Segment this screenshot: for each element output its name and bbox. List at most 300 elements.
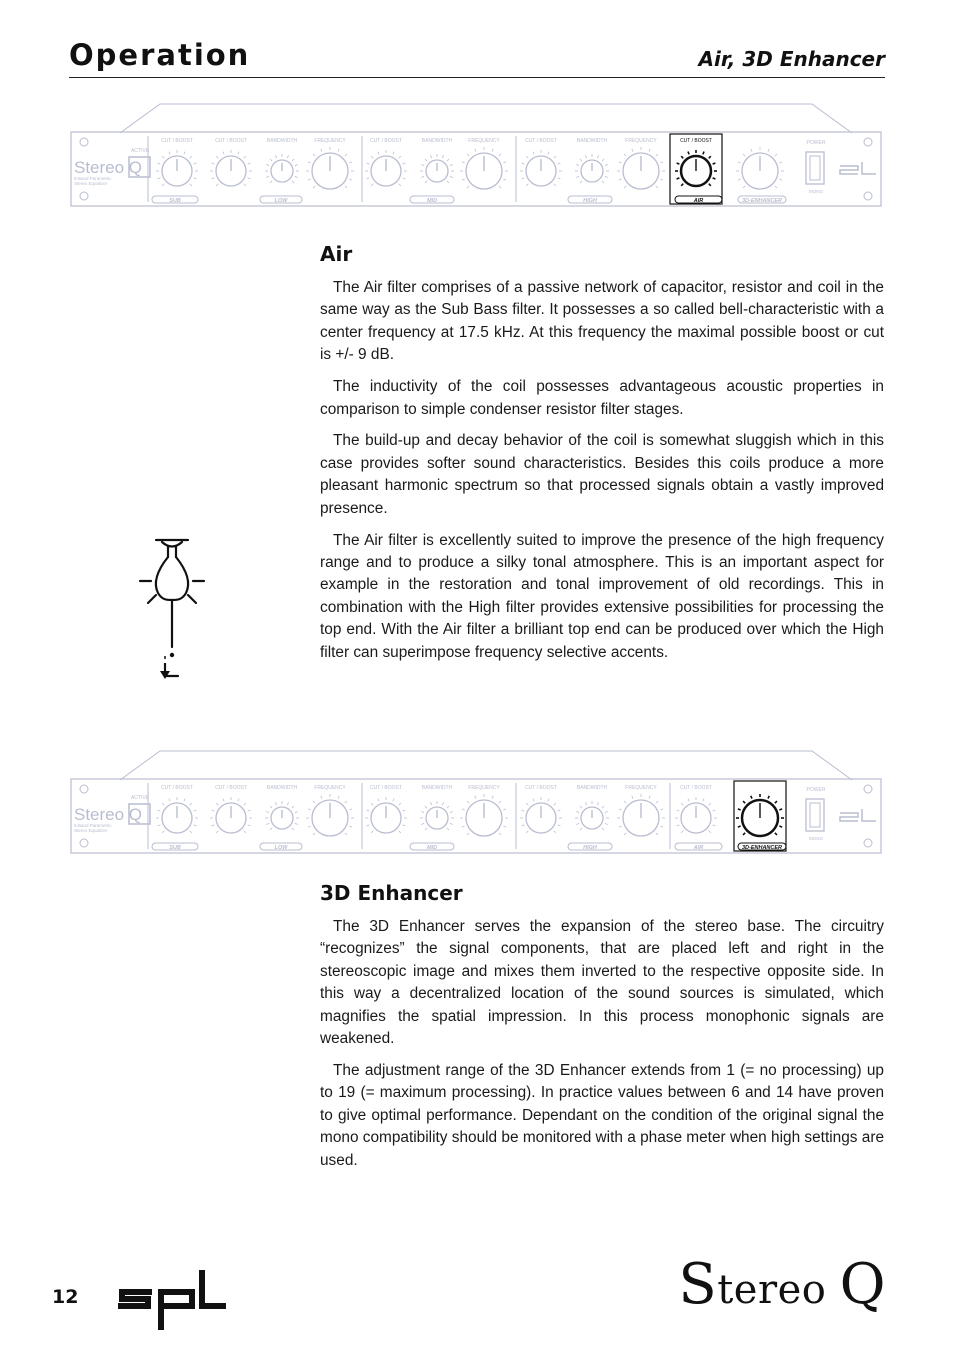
knob-tick [345,801,347,803]
knob-tick [554,156,556,158]
knob-tick [576,823,579,824]
knob-label: BANDWIDTH [576,138,608,144]
knob-label: FREQUENCY [625,138,657,144]
knob-tick [244,831,246,833]
knob-tick [499,801,501,803]
knob-tick [248,825,251,826]
knob-tick [349,162,352,163]
knob-tick [393,152,394,155]
knob-tick [585,802,586,805]
knob-tick [475,149,476,152]
knob-tick [425,806,427,808]
knob-tick [743,154,745,156]
knob-tick [194,825,197,826]
knob-tick [503,162,506,163]
knob-tick [580,828,582,830]
knob-tick [194,178,197,179]
knob-tick [450,164,453,165]
knob-tick [605,164,608,165]
knob-tick [656,801,658,803]
air-text [320,277,884,674]
knob-tick [447,159,449,161]
knob-tick [447,806,449,808]
air-heading: Air [320,242,353,266]
knob-tick [399,803,401,805]
knob-tick [287,802,288,805]
knob-tick [554,184,556,186]
band-label: AIR [693,198,704,204]
knob-label: CUT / BOOST [370,785,402,791]
knob-tick [554,831,556,833]
knob-tick [526,156,528,158]
knob-tick [624,801,626,803]
knob-tick [467,801,469,803]
knob-tick [399,831,401,833]
knob-tick [270,828,272,830]
knob-tick [292,806,294,808]
knob-tick [677,163,680,164]
knob-tick [212,163,215,164]
knob-tick [649,149,650,152]
band-label: 3D-ENHANCER [741,198,783,204]
page-title: Operation [69,38,251,72]
knob-tick [308,179,311,180]
knob-tick [287,155,288,158]
knob-tick [270,806,272,808]
knob-tick [681,803,683,805]
knob-label: BANDWIDTH [421,785,453,791]
knob-label: BANDWIDTH [266,785,298,791]
knob-tick [526,803,528,805]
knob-tick [605,176,608,177]
knob-tick [624,833,626,835]
knob-tick [266,164,269,165]
knob-tick [244,803,246,805]
knob-label: FREQUENCY [314,138,346,144]
knob-tick [184,799,185,802]
panel-top-edge [120,751,852,780]
knob-tick [345,833,347,835]
knob-tick [442,155,443,158]
knob-tick [216,831,218,833]
power-switch-rocker [810,803,820,827]
knob-tick [738,809,741,810]
panel-tagline: Stereo Equalizer [74,828,108,833]
knob-tick [393,799,394,802]
knob-tick [462,809,465,810]
knob-tick [295,164,298,165]
knob-tick [248,163,251,164]
knob-tick [308,826,311,827]
knob-tick [403,163,406,164]
knob-tick [421,164,424,165]
knob-tick [238,152,239,155]
knob-tick [430,155,431,158]
knob-label: CUT / BOOST [680,138,712,144]
knob-tick [162,184,164,186]
knob-tick [713,810,716,811]
knob-tick [169,799,170,802]
knob-tick [751,796,752,799]
front-panel-air [70,100,882,210]
power-switch-rocker [810,156,820,180]
knob-tick [338,149,339,152]
knob-tick [403,810,406,811]
knob-tick [338,796,339,799]
knob-tick [677,825,680,826]
knob-tick [768,149,769,152]
knob-tick [190,184,192,186]
knob-tick [462,162,465,163]
knob-tick [244,156,246,158]
knob-tick [216,156,218,158]
air-paragraph: The Air filter is excellently suited to improve the presence of the high frequency range and to produce a silky tonal atmosphere. This is an important aspect for example in the restoration and tonal improvement of old recordings. This in combination with the High filter provides extensive possibilities for processing the top end. With the Air filter a brilliant top end can be produced over which the High filter can superimpose frequency selective accents. [320,531,884,661]
knob-tick [751,149,752,152]
knob-label: CUT / BOOST [215,138,247,144]
knob-tick [522,178,525,179]
knob-tick [709,803,711,805]
panel-tagline: 5-Band Parametric [74,176,112,181]
knob-tick [533,799,534,802]
rack-hole [864,839,872,847]
knob-tick [624,154,626,156]
air-paragraph: The Air filter comprises of a passive network of capacitor, resistor and coil in the same way as the Sub Bass filter. It possesses a so called bell-characteristic with a center frequency at 17.5 kHz. At this frequency the maximal possible boost or cut is +/- 9 dB. [320,279,884,364]
knob-tick [713,178,716,179]
enhancer-paragraph: The adjustment range of the 3D Enhancer extends from 1 (= no processing) up to 19 (= maximum processing). In practice values between 6 and 14 have proven to give optimal performance. Dependant on the condition of the original signal the mono compatibility should be monitored with a phase meter when high settings are used. [320,1061,884,1169]
knob-tick [321,796,322,799]
knob-tick [576,176,579,177]
knob-label: BANDWIDTH [576,785,608,791]
knob-tick [703,799,704,802]
knob-tick [349,826,352,827]
knob-label: FREQUENCY [314,785,346,791]
knob-tick [158,825,161,826]
knob-tick [580,181,582,183]
knob-tick [212,178,215,179]
knob-tick [576,811,579,812]
knob-label: CUT / BOOST [525,785,557,791]
rack-hole [80,138,88,146]
air-paragraph: The inductivity of the coil possesses advantageous acoustic properties in comparison to simple condenser resistor filter stages. [320,378,884,418]
knob-tick [649,796,650,799]
knob-tick [216,803,218,805]
air-paragraph: The build-up and decay behavior of the coil is somewhat sluggish which in this case provides softer sound characteristics. Besides this coils produce a more pleasant harmonic spectrum so that processed signals obtain a vastly improved presence. [320,432,884,517]
knob-tick [558,163,561,164]
knob-tick [371,156,373,158]
knob-tick [619,809,622,810]
knob-tick [349,179,352,180]
knob-tick [212,810,215,811]
knob-tick [450,811,453,812]
band-label: SUB [169,845,181,851]
knob-tick [378,799,379,802]
knob-tick [371,831,373,833]
knob-tick [425,181,427,183]
knob-tick [522,163,525,164]
knob-tick [677,810,680,811]
knob-tick [216,184,218,186]
knob-tick [605,811,608,812]
knob-label: CUT / BOOST [161,785,193,791]
knob-tick [190,156,192,158]
knob-tick [371,184,373,186]
knob-tick [775,154,777,156]
knob-tick [526,184,528,186]
knob-tick [619,179,622,180]
knob-tick [308,162,311,163]
knob-tick [447,828,449,830]
power-label: POWER [806,787,826,793]
knob-tick [738,826,741,827]
light-bulb-icon [136,537,208,685]
knob-tick [656,186,658,188]
knob-tick [713,163,716,164]
stereo-q-logo: Stereo Q [678,1252,886,1317]
band-label: HIGH [583,845,597,851]
knob-tick [597,802,598,805]
knob-tick [779,179,782,180]
knob-tick [158,163,161,164]
knob-tick [602,181,604,183]
knob-tick [313,833,315,835]
knob-tick [499,154,501,156]
knob-label: CUT / BOOST [680,785,712,791]
knob-tick [321,149,322,152]
knob-tick [158,810,161,811]
knob-tick [270,159,272,161]
knob-tick [558,810,561,811]
knob-tick [169,152,170,155]
knob-tick [548,152,549,155]
knob-tick [367,178,370,179]
enhancer-heading: 3D Enhancer [320,881,463,905]
knob-tick [430,802,431,805]
knob-tick [688,152,689,155]
band-label: LOW [274,845,288,851]
knob-tick [624,186,626,188]
knob-tick [223,152,224,155]
knob-tick [743,186,745,188]
knob-tick [660,179,663,180]
band-label: MID [426,198,438,204]
knob-tick [378,152,379,155]
knob-tick [292,828,294,830]
knob-tick [585,155,586,158]
mono-label: MONO [809,189,823,194]
knob-tick [738,179,741,180]
band-label: HIGH [583,198,597,204]
panel-brand: Stereo Q [74,805,143,824]
knob-tick [632,796,633,799]
knob-tick [162,803,164,805]
knob-tick [190,831,192,833]
front-panel-drawing [70,747,882,857]
panel-tagline: 5-Band Parametric [74,823,112,828]
power-switch [806,152,824,184]
knob-tick [295,176,298,177]
knob-tick [467,833,469,835]
page-number: 12 [52,1286,79,1308]
knob-label: CUT / BOOST [525,138,557,144]
knob-tick [349,809,352,810]
knob-tick [162,831,164,833]
page-subtitle: Air, 3D Enhancer [698,47,885,71]
power-label: POWER [806,140,826,146]
knob-tick [558,178,561,179]
knob-tick [447,181,449,183]
knob-tick [499,833,501,835]
knob-tick [605,823,608,824]
knob-tick [450,823,453,824]
knob-label: BANDWIDTH [266,138,298,144]
knob-label: BANDWIDTH [421,138,453,144]
panel-brand: Stereo Q [74,158,143,177]
knob-tick [475,796,476,799]
knob-tick [266,823,269,824]
knob-tick [223,799,224,802]
knob-tick [371,803,373,805]
knob-tick [162,156,164,158]
knob-tick [576,164,579,165]
knob-tick [709,831,711,833]
knob-tick [295,811,298,812]
panel-spl-logo [840,809,876,821]
knob-tick [266,811,269,812]
knob-tick [450,176,453,177]
knob-label: FREQUENCY [625,785,657,791]
active-label: ACTIVE [130,795,150,801]
panel-top-edge [120,104,852,133]
knob-tick [295,823,298,824]
active-label: ACTIVE [130,148,150,154]
knob-tick [238,799,239,802]
power-switch [806,799,824,831]
rack-hole [80,192,88,200]
knob-label: FREQUENCY [468,138,500,144]
mono-label: MONO [809,836,823,841]
knob-tick [492,796,493,799]
knob-tick [619,162,622,163]
knob-tick [660,162,663,163]
band-label: LOW [274,198,288,204]
knob-tick [425,159,427,161]
knob-label: CUT / BOOST [370,138,402,144]
rack-hole [80,839,88,847]
band-label: 3D-ENHANCER [741,845,783,851]
knob-tick [292,181,294,183]
knob-tick [421,823,424,824]
rack-hole [864,138,872,146]
knob-tick [345,154,347,156]
knob-tick [275,155,276,158]
knob-tick [403,178,406,179]
knob-tick [632,149,633,152]
knob-tick [308,809,311,810]
knob-tick [212,825,215,826]
knob-tick [526,831,528,833]
front-panel-drawing [70,100,882,210]
knob-tick [190,803,192,805]
knob-tick [656,154,658,156]
knob-tick [367,825,370,826]
knob-tick [522,825,525,826]
header-divider [69,77,885,78]
knob-tick [597,155,598,158]
enhancer-paragraph: The 3D Enhancer serves the expansion of the stereo base. The circuitry “recognizes” the signal components, that are placed left and right in the stereoscopic image and mixes them inverted to the respective opposite side. In this way a decentralized location of the sound sources is simulated, which magnifies the spatial impression. In this process monophonic signals are weakened. [320,918,884,1048]
knob-tick [266,176,269,177]
knob-tick [768,796,769,799]
rack-hole [864,192,872,200]
knob-tick [775,186,777,188]
panel-spl-logo [840,162,876,174]
front-panel-3d-enhancer [70,747,882,857]
band-label: SUB [169,198,181,204]
knob-tick [602,159,604,161]
knob-tick [184,152,185,155]
knob-tick [703,152,704,155]
knob-label: CUT / BOOST [161,138,193,144]
knob-tick [158,178,161,179]
knob-tick [558,825,561,826]
knob-label: FREQUENCY [468,785,500,791]
knob-tick [313,186,315,188]
knob-tick [399,156,401,158]
knob-tick [738,162,741,163]
panel-tagline: Stereo Equalizer [74,181,108,186]
knob-tick [275,802,276,805]
knob-tick [462,826,465,827]
knob-tick [602,828,604,830]
knob-tick [421,811,424,812]
knob-tick [554,803,556,805]
knob-tick [713,825,716,826]
spl-logo [114,1268,230,1334]
knob-tick [442,802,443,805]
knob-tick [313,154,315,156]
knob-tick [548,799,549,802]
knob-tick [660,809,663,810]
knob-tick [619,826,622,827]
knob-tick [194,163,197,164]
knob-tick [503,826,506,827]
knob-tick [779,826,782,827]
knob-tick [345,186,347,188]
band-label: MID [426,845,438,851]
knob-tick [467,186,469,188]
knob-tick [248,178,251,179]
knob-tick [533,152,534,155]
knob-tick [421,176,424,177]
knob-tick [503,179,506,180]
knob-tick [688,799,689,802]
knob-tick [580,159,582,161]
knob-tick [677,178,680,179]
enhancer-text [320,916,884,1181]
rack-hole [864,785,872,793]
knob-tick [467,154,469,156]
knob-tick [656,833,658,835]
knob-tick [194,810,197,811]
band-label: AIR [693,845,704,851]
knob-tick [779,809,782,810]
knob-tick [503,809,506,810]
knob-tick [313,801,315,803]
knob-tick [499,186,501,188]
knob-tick [244,184,246,186]
knob-tick [580,806,582,808]
knob-tick [270,181,272,183]
knob-tick [425,828,427,830]
